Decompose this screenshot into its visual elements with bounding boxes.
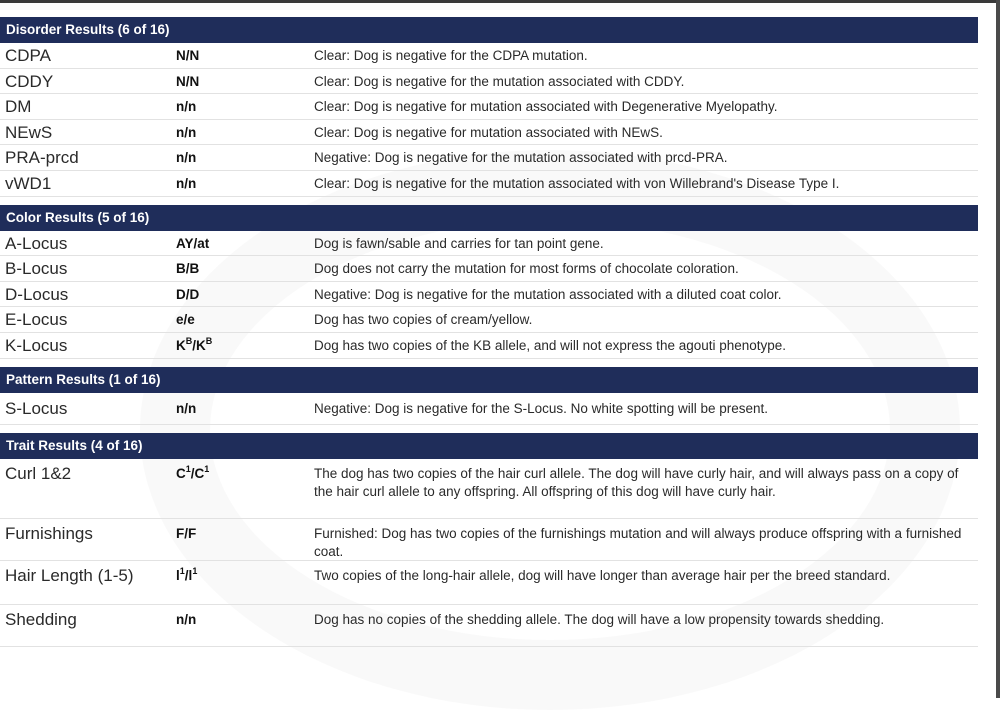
result-description: Dog has two copies of the KB allele, and will not express the agouti phenotype.: [314, 337, 787, 353]
allele-a: K: [176, 337, 186, 353]
result-description: Dog is fawn/sable and carries for tan point gene.: [314, 235, 604, 251]
result-description: Dog has no copies of the shedding allele. The dog will have a low propensity towards shedding.: [314, 611, 885, 627]
result-description: Clear: Dog is negative for mutation associated with NEwS.: [314, 124, 663, 140]
genotype: n/n: [176, 150, 197, 166]
test-name: E-Locus: [5, 310, 68, 330]
result-row: [0, 43, 978, 69]
result-description: Furnished: Dog has two copies of the furnishings mutation and will always produce offspring with a furnished coat.: [314, 525, 962, 559]
genotype: n/n: [176, 99, 197, 115]
result-row: [0, 171, 978, 197]
test-name: A-Locus: [5, 233, 68, 253]
allele-b-superscript: 1: [192, 565, 198, 576]
allele-separator: /: [190, 465, 195, 481]
test-name: Hair Length (1-5): [5, 565, 134, 585]
test-name: PRA-prcd: [5, 148, 79, 168]
test-name: K-Locus: [5, 335, 68, 355]
test-name: B-Locus: [5, 259, 68, 279]
result-row: [0, 561, 978, 605]
result-description: Negative: Dog is negative for the mutation associated with prcd-PRA.: [314, 150, 728, 166]
result-row: [0, 282, 978, 308]
result-row: [0, 256, 978, 282]
genotype: F/F: [176, 525, 197, 541]
genotype: [176, 561, 314, 604]
genotype: N/N: [176, 48, 200, 63]
allele-a-superscript: B: [185, 335, 193, 346]
result-row: [0, 519, 978, 561]
genotype: B/B: [176, 261, 200, 277]
test-name: CDDY: [5, 71, 54, 91]
result-description: Two copies of the long-hair allele, dog will have longer than average hair per the breed standard.: [314, 567, 891, 583]
result-description: Negative: Dog is negative for the mutation associated with a diluted coat color.: [314, 286, 782, 302]
test-name: vWD1: [5, 173, 52, 193]
result-row: [0, 94, 978, 120]
genotype: [176, 333, 314, 358]
results-report: [0, 17, 978, 647]
test-name: NEwS: [5, 122, 53, 142]
allele-b-superscript: B: [205, 335, 213, 346]
result-description: The dog has two copies of the hair curl allele. The dog will have curly hair, and will always pass on a copy of the hair curl allele to any offspring. All offspring of this dog will have curly hair.: [314, 465, 959, 499]
allele-separator: /: [184, 567, 189, 583]
allele-a: C: [176, 465, 186, 481]
top-border: [0, 0, 1000, 3]
genotype: n/n: [176, 124, 197, 140]
allele-b: l: [188, 567, 193, 583]
result-description: Clear: Dog is negative for mutation associated with Degenerative Myelopathy.: [314, 99, 778, 115]
result-description: Clear: Dog is negative for the CDPA mutation.: [314, 48, 588, 63]
result-description: Clear: Dog is negative for the mutation associated with CDDY.: [314, 73, 685, 89]
allele-a: l: [176, 567, 180, 583]
allele-a-superscript: 1: [185, 463, 191, 474]
result-row: [0, 333, 978, 359]
allele-b: K: [196, 337, 206, 353]
result-description: Dog has two copies of cream/yellow.: [314, 312, 533, 328]
genotype: e/e: [176, 312, 195, 328]
test-name: Curl 1&2: [5, 463, 72, 483]
result-row: [0, 459, 978, 519]
section-header-trait: Trait Results (4 of 16): [0, 433, 978, 459]
section-header-pattern: Pattern Results (1 of 16): [0, 367, 978, 393]
result-row: [0, 393, 978, 425]
genotype: D/D: [176, 286, 200, 302]
test-name: D-Locus: [5, 284, 69, 304]
result-description: Dog does not carry the mutation for most forms of chocolate coloration.: [314, 261, 739, 277]
allele-a-superscript: 1: [179, 565, 185, 576]
result-row: [0, 307, 978, 333]
result-row: [0, 145, 978, 171]
test-name: DM: [5, 97, 32, 117]
allele-separator: /: [192, 337, 197, 353]
genotype: AY/at: [176, 235, 210, 251]
allele-b-superscript: 1: [204, 463, 210, 474]
genotype: n/n: [176, 175, 197, 191]
section-header-color: Color Results (5 of 16): [0, 205, 978, 231]
genotype: N/N: [176, 73, 200, 89]
result-row: [0, 231, 978, 257]
genotype: [176, 459, 314, 518]
test-name: S-Locus: [5, 398, 68, 418]
result-description: Negative: Dog is negative for the S-Locus. No white spotting will be present.: [314, 400, 768, 416]
result-description: Clear: Dog is negative for the mutation associated with von Willebrand's Disease Type I.: [314, 175, 840, 191]
right-border: [996, 0, 1000, 698]
result-row: [0, 120, 978, 146]
result-row: [0, 69, 978, 95]
test-name: Shedding: [5, 609, 77, 629]
test-name: CDPA: [5, 46, 51, 65]
allele-b: C: [194, 465, 205, 481]
genotype: n/n: [176, 400, 197, 416]
result-row: [0, 605, 978, 647]
genotype: n/n: [176, 611, 197, 627]
test-name: Furnishings: [5, 523, 93, 543]
section-header-disorder: Disorder Results (6 of 16): [0, 17, 978, 43]
